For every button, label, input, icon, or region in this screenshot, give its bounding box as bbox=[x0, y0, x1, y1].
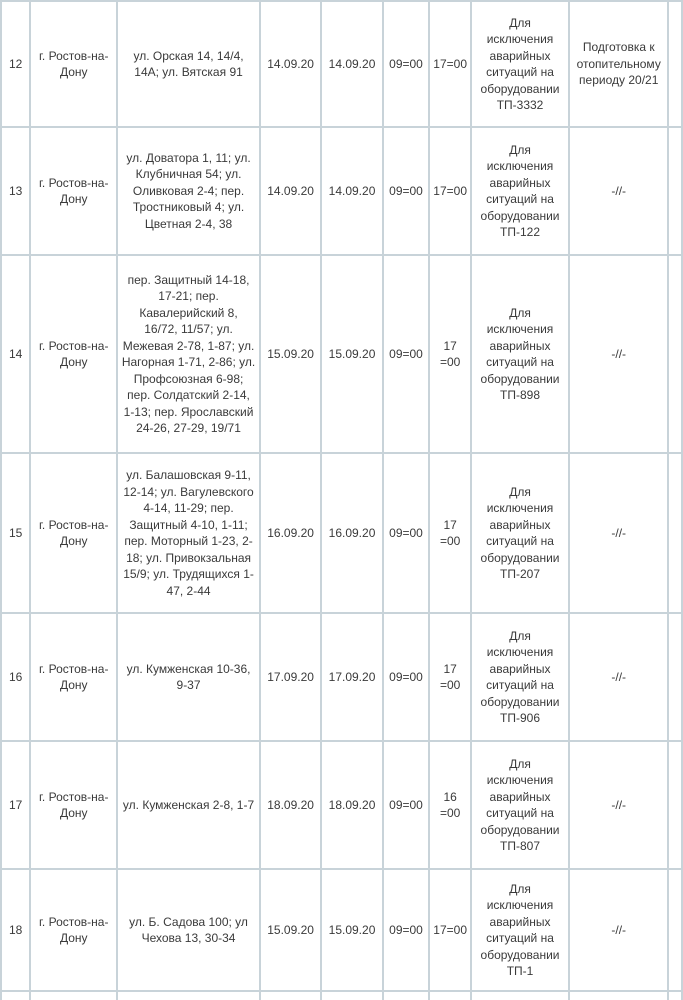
date-start-cell: 14.09.20 bbox=[260, 1, 321, 127]
empty-cell bbox=[429, 991, 471, 1000]
edge-cell bbox=[668, 1, 682, 127]
edge-cell bbox=[668, 741, 682, 869]
empty-cell bbox=[117, 991, 260, 1000]
city-cell: г. Ростов-на-Дону bbox=[30, 127, 117, 255]
reason-cell: Для исключения аварийных ситуаций на оборудовании ТП-807 bbox=[471, 741, 569, 869]
row-number: 17 bbox=[1, 741, 30, 869]
table-row bbox=[1, 127, 682, 255]
city-cell: г. Ростов-на-Дону bbox=[30, 453, 117, 613]
time-end-cell: 17=00 bbox=[429, 127, 471, 255]
time-end-cell: 17 =00 bbox=[429, 613, 471, 741]
time-start-cell: 09=00 bbox=[383, 453, 430, 613]
address-cell: ул. Кумженская 2-8, 1-7 bbox=[117, 741, 260, 869]
edge-cell bbox=[668, 991, 682, 1000]
note-cell: -//- bbox=[569, 613, 668, 741]
reason-cell: Для исключения аварийных ситуаций на оборудовании ТП-1 bbox=[471, 869, 569, 991]
address-cell: ул. Доватора 1, 11; ул. Клубничная 54; ул. Оливковая 2-4; пер. Тростниковый 4; ул. Цветная 2-4, 38 bbox=[117, 127, 260, 255]
empty-cell bbox=[471, 991, 569, 1000]
edge-cell bbox=[668, 613, 682, 741]
row-number: 18 bbox=[1, 869, 30, 991]
table-row bbox=[1, 613, 682, 741]
date-start-cell: 15.09.20 bbox=[260, 255, 321, 453]
address-cell: ул. Б. Садова 100; ул Чехова 13, 30-34 bbox=[117, 869, 260, 991]
address-cell: ул. Кумженская 10-36, 9-37 bbox=[117, 613, 260, 741]
row-number: 12 bbox=[1, 1, 30, 127]
outage-table-body bbox=[1, 1, 682, 1000]
table-row-partial bbox=[1, 991, 682, 1000]
date-end-cell: 15.09.20 bbox=[321, 255, 382, 453]
table-row bbox=[1, 255, 682, 453]
note-cell: -//- bbox=[569, 741, 668, 869]
row-number: 13 bbox=[1, 127, 30, 255]
address-cell: пер. Защитный 14-18, 17-21; пер. Кавалерийский 8, 16/72, 11/57; ул. Межевая 2-78, 1-87; ул. Нагорная 1-71, 2-86; ул. Профсоюзная 6-98; пер. Солдатский 2-14, 1-13; пер. Ярославский 24-26, 27-29, 19/71 bbox=[117, 255, 260, 453]
empty-cell bbox=[321, 991, 382, 1000]
time-start-cell: 09=00 bbox=[383, 255, 430, 453]
city-cell: г. Ростов-на-Дону bbox=[30, 255, 117, 453]
address-cell: ул. Балашовская 9-11, 12-14; ул. Вагулевского 4-14, 11-29; пер. Защитный 4-10, 1-11; пер. Моторный 1-23, 2-18; ул. Привокзальная 15/9; ул. Трудящихся 1-47, 2-44 bbox=[117, 453, 260, 613]
time-start-cell: 09=00 bbox=[383, 869, 430, 991]
city-cell: г. Ростов-на-Дону bbox=[30, 741, 117, 869]
city-cell: г. Ростов-на-Дону bbox=[30, 869, 117, 991]
time-end-cell: 17 =00 bbox=[429, 453, 471, 613]
edge-cell bbox=[668, 127, 682, 255]
city-cell: г. Ростов-на-Дону bbox=[30, 1, 117, 127]
edge-cell bbox=[668, 869, 682, 991]
time-end-cell: 17=00 bbox=[429, 1, 471, 127]
empty-cell bbox=[1, 991, 30, 1000]
address-cell: ул. Орская 14, 14/4, 14А; ул. Вятская 91 bbox=[117, 1, 260, 127]
empty-cell bbox=[383, 991, 430, 1000]
time-end-cell: 17 =00 bbox=[429, 255, 471, 453]
date-end-cell: 14.09.20 bbox=[321, 1, 382, 127]
time-end-cell: 16 =00 bbox=[429, 741, 471, 869]
date-start-cell: 17.09.20 bbox=[260, 613, 321, 741]
date-end-cell: 17.09.20 bbox=[321, 613, 382, 741]
note-cell: Подготовка к отопительному периоду 20/21 bbox=[569, 1, 668, 127]
time-start-cell: 09=00 bbox=[383, 741, 430, 869]
time-start-cell: 09=00 bbox=[383, 1, 430, 127]
date-start-cell: 18.09.20 bbox=[260, 741, 321, 869]
time-start-cell: 09=00 bbox=[383, 613, 430, 741]
time-end-cell: 17=00 bbox=[429, 869, 471, 991]
note-cell: -//- bbox=[569, 453, 668, 613]
date-start-cell: 16.09.20 bbox=[260, 453, 321, 613]
city-cell: г. Ростов-на-Дону bbox=[30, 613, 117, 741]
empty-cell bbox=[569, 991, 668, 1000]
reason-cell: Для исключения аварийных ситуаций на оборудовании ТП-122 bbox=[471, 127, 569, 255]
date-end-cell: 14.09.20 bbox=[321, 127, 382, 255]
reason-cell: Для исключения аварийных ситуаций на оборудовании ТП-898 bbox=[471, 255, 569, 453]
table-row bbox=[1, 869, 682, 991]
date-start-cell: 15.09.20 bbox=[260, 869, 321, 991]
note-cell: -//- bbox=[569, 869, 668, 991]
table-row bbox=[1, 741, 682, 869]
date-end-cell: 18.09.20 bbox=[321, 741, 382, 869]
table-row bbox=[1, 453, 682, 613]
empty-cell bbox=[260, 991, 321, 1000]
reason-cell: Для исключения аварийных ситуаций на оборудовании ТП-207 bbox=[471, 453, 569, 613]
reason-cell: Для исключения аварийных ситуаций на оборудовании ТП-3332 bbox=[471, 1, 569, 127]
row-number: 14 bbox=[1, 255, 30, 453]
row-number: 16 bbox=[1, 613, 30, 741]
date-end-cell: 15.09.20 bbox=[321, 869, 382, 991]
date-start-cell: 14.09.20 bbox=[260, 127, 321, 255]
note-cell: -//- bbox=[569, 127, 668, 255]
table-row bbox=[1, 1, 682, 127]
row-number: 15 bbox=[1, 453, 30, 613]
edge-cell bbox=[668, 453, 682, 613]
date-end-cell: 16.09.20 bbox=[321, 453, 382, 613]
reason-cell: Для исключения аварийных ситуаций на оборудовании ТП-906 bbox=[471, 613, 569, 741]
edge-cell bbox=[668, 255, 682, 453]
note-cell: -//- bbox=[569, 255, 668, 453]
empty-cell bbox=[30, 991, 117, 1000]
time-start-cell: 09=00 bbox=[383, 127, 430, 255]
